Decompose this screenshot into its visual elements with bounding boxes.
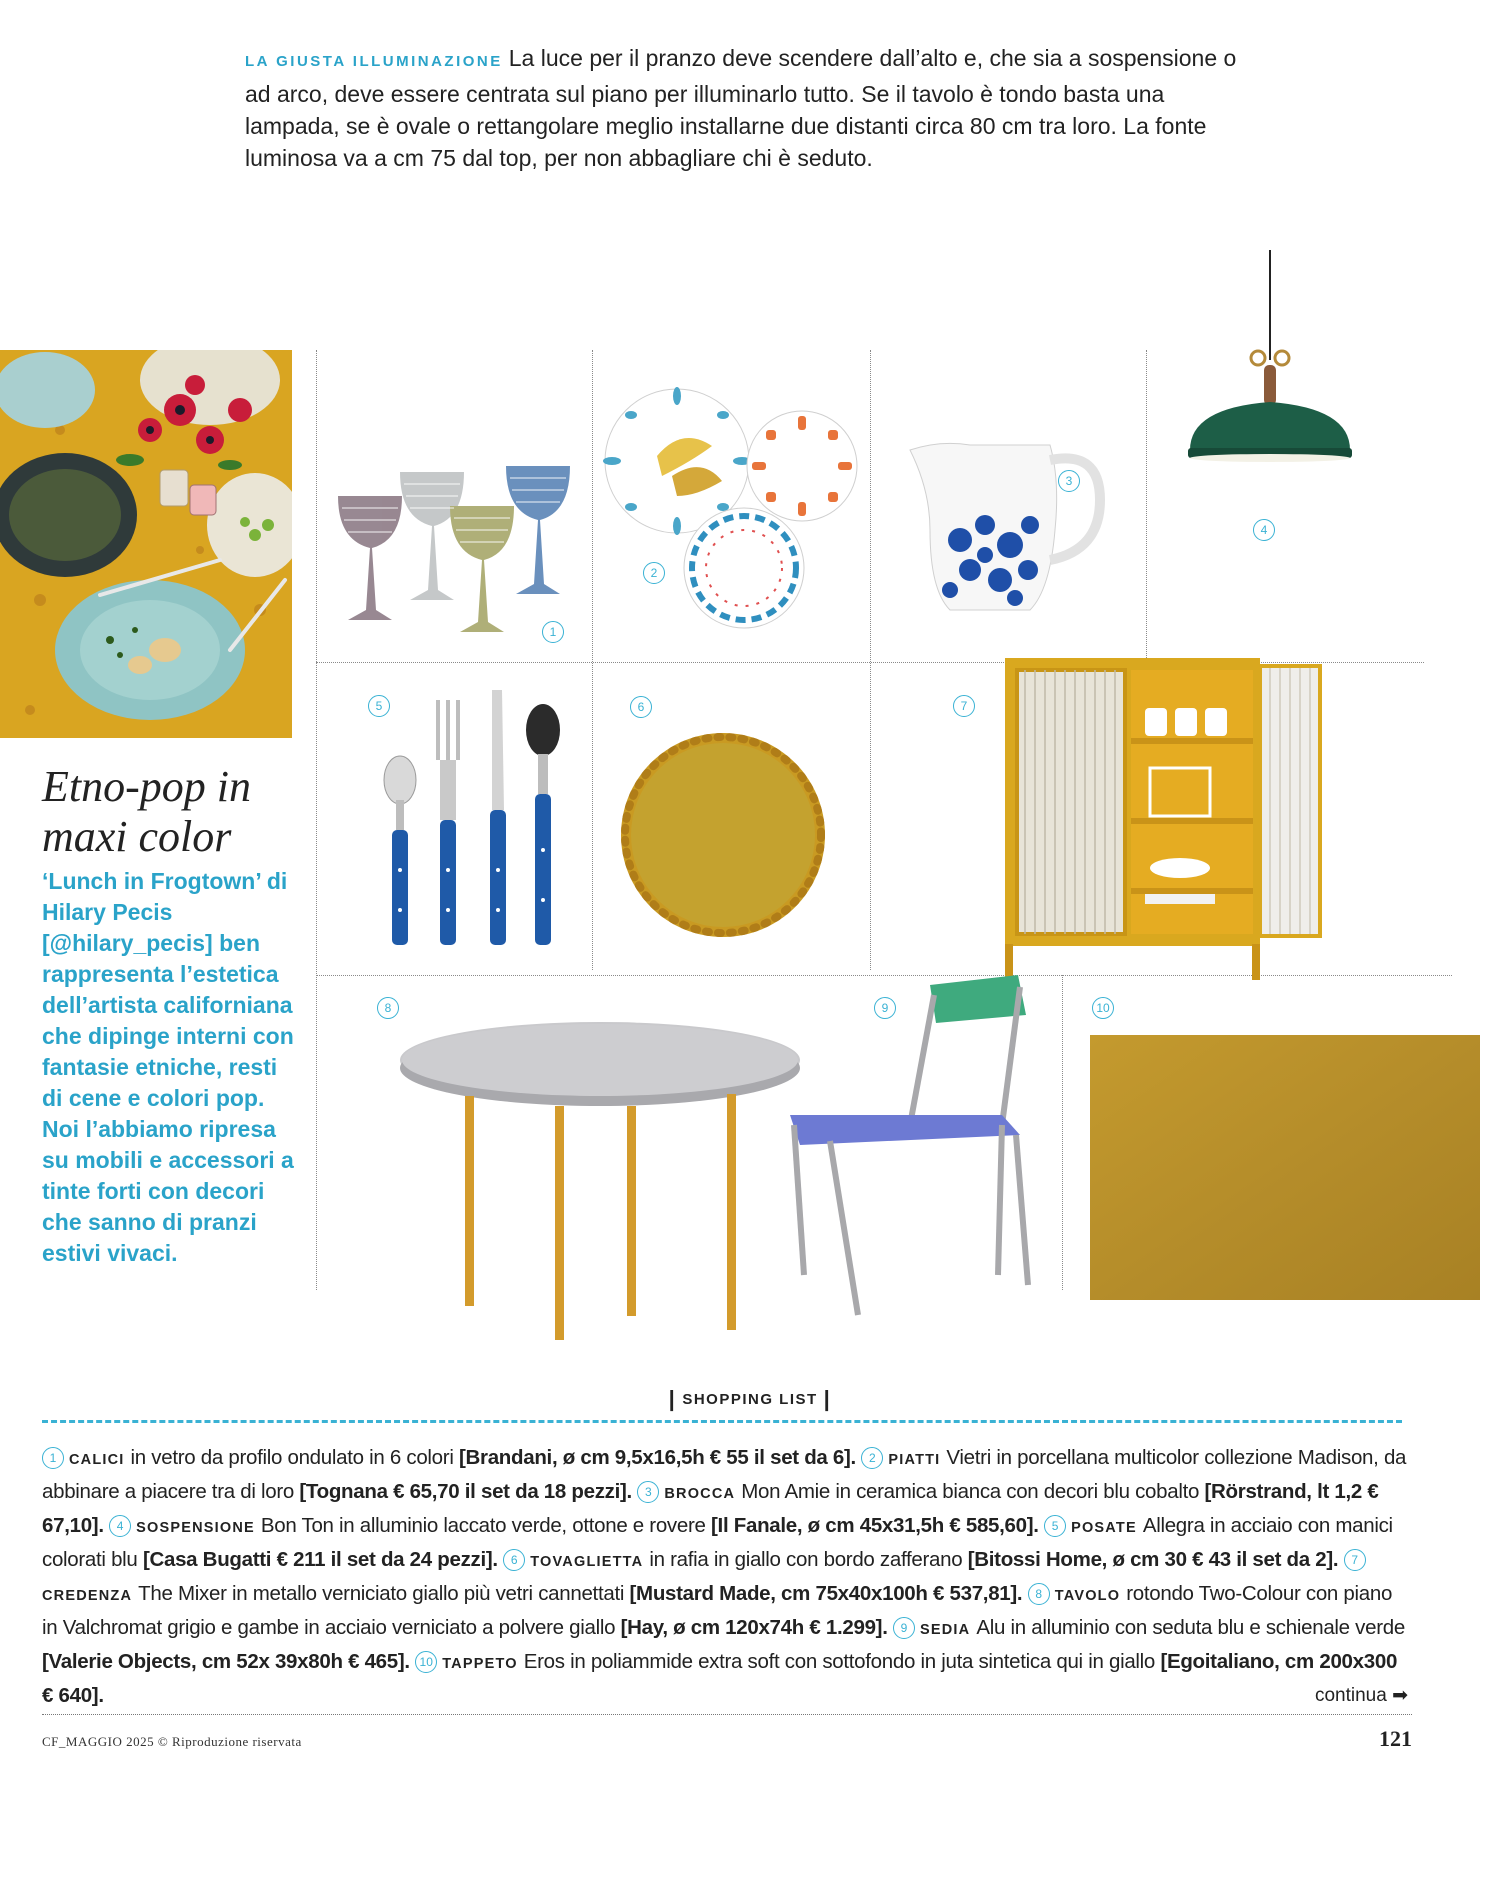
shopping-item-number: 8 [1028, 1583, 1050, 1605]
shopping-item-source: [Mustard Made, cm 75x40x100h € 537,81]. [629, 1582, 1023, 1605]
shopping-item-description: Bon Ton in alluminio laccato verde, ottone e rovere [260, 1514, 706, 1537]
article-title-line-1: Etno-pop in [42, 762, 251, 811]
shopping-item-source: [Bitossi Home, ø cm 30 € 43 il set da 2]. [967, 1548, 1339, 1571]
painting-lunch-in-frogtown [0, 350, 292, 738]
shopping-item-source: [Valerie Objects, cm 52x 39x80h € 465]. [42, 1650, 410, 1673]
shopping-item-number: 9 [893, 1617, 915, 1639]
badge-3: 3 [1058, 470, 1080, 492]
shopping-item-description: Alu in alluminio con seduta blu e schienale verde [976, 1616, 1405, 1639]
shopping-item-tovaglietta [503, 1548, 1343, 1571]
shopping-item-description: Mon Amie in ceramica bianca con decori blu cobalto [741, 1480, 1200, 1503]
badge-9: 9 [874, 997, 896, 1019]
badge-2: 2 [643, 562, 665, 584]
shopping-item-number: 2 [861, 1447, 883, 1469]
footer-divider [42, 1714, 1412, 1715]
cutlery-image [380, 690, 560, 950]
badge-1: 1 [542, 621, 564, 643]
grid-line [1146, 350, 1147, 660]
shopping-item-source: [Brandani, ø cm 9,5x16,5h € 55 il set da 6]. [458, 1446, 856, 1469]
shopping-item-source: [Casa Bugatti € 211 il set da 24 pezzi]. [142, 1548, 498, 1571]
badge-8: 8 [377, 997, 399, 1019]
footer-credit: CF_MAGGIO 2025 © Riproduzione riservata [42, 1734, 302, 1749]
shopping-item-name: CALICI [69, 1452, 125, 1468]
shopping-item-number: 1 [42, 1447, 64, 1469]
shopping-item-name: TAVOLO [1054, 1588, 1121, 1604]
grid-line [870, 350, 871, 970]
intro-kicker: LA GIUSTA ILLUMINAZIONE [245, 53, 503, 70]
shopping-item-name: PIATTI [888, 1452, 941, 1468]
shopping-item-source: [Rörstrand, lt 1,2 € 67,10]. [42, 1480, 1379, 1537]
intro-paragraph [245, 42, 1255, 174]
intro-text: La luce per il pranzo deve scendere dall’alto e, che sia a sospensione o ad arco, deve essere centrata sul piano per illuminarlo tutto. Se il tavolo è tondo basta una lampada, se è ovale o rettangolare meglio installarne due distanti circa 80 cm tra loro. La fonte luminosa va a cm 75 dal top, per non abbagliare chi è seduto. [245, 45, 1237, 171]
shopping-item-description: Eros in poliammide extra soft con sottofondo in juta sintetica qui in giallo [523, 1650, 1156, 1673]
chair-image [780, 975, 1040, 1325]
shopping-item-description: in rafia in giallo con bordo zafferano [649, 1548, 963, 1571]
shopping-item-number: 10 [415, 1651, 437, 1673]
pitcher-image [900, 430, 1110, 620]
pendant-lamp-image [1170, 250, 1370, 500]
shopping-item-description: Allegra in acciaio con manici colorati blu [42, 1514, 1393, 1571]
shopping-item-description: The Mixer in metallo verniciato giallo più vetri cannettati [138, 1582, 625, 1605]
grid-line [592, 350, 593, 970]
shopping-item-name: BROCCA [664, 1486, 736, 1502]
plates-image [602, 386, 862, 636]
badge-6: 6 [630, 696, 652, 718]
page-number: 121 [1379, 1726, 1412, 1751]
grid-line [1062, 975, 1063, 1290]
badge-4: 4 [1253, 519, 1275, 541]
shopping-item-number: 5 [1044, 1515, 1066, 1537]
shopping-item-number: 6 [503, 1549, 525, 1571]
shopping-item-name: CREDENZA [42, 1588, 133, 1604]
badge-7: 7 [953, 695, 975, 717]
shopping-item-name: SOSPENSIONE [136, 1520, 255, 1536]
shopping-item-number: 3 [637, 1481, 659, 1503]
grid-line [316, 350, 317, 1290]
shopping-item-number: 4 [109, 1515, 131, 1537]
placemat-image [618, 730, 828, 940]
shopping-item-sospensione [109, 1514, 1044, 1537]
shopping-list-heading: | SHOPPING LIST | [668, 1386, 832, 1411]
badge-5: 5 [368, 695, 390, 717]
shopping-item-name: TOVAGLIETTA [530, 1554, 644, 1570]
shopping-list [42, 1442, 1412, 1711]
shopping-item-name: TAPPETO [442, 1656, 518, 1672]
article-caption: ‘Lunch in Frogtown’ di Hilary Pecis [@hilary_pecis] ben rappresenta l’estetica dell’artista californiana che dipinge interni con fantasie etniche, resti di cene e colori pop. Noi l’abbiamo ripresa su mobili e accessori a tinte forti con decori che sanno di pranzi estivi vivaci. [42, 868, 294, 1266]
cabinet-image [995, 648, 1335, 988]
shopping-item-description: in vetro da profilo ondulato in 6 colori [130, 1446, 454, 1469]
shopping-item-name: SEDIA [920, 1622, 971, 1638]
shopping-item-description: rotondo Two-Colour con piano in Valchromat grigio e gambe in acciaio verniciato a polvere giallo [42, 1582, 1393, 1639]
article-title [42, 762, 302, 862]
article-title-line-2: maxi color [42, 812, 232, 861]
shopping-item-source: [Egoitaliano, cm 200x300 € 640]. [42, 1650, 1398, 1707]
rug-image [1090, 1035, 1480, 1300]
table-image [395, 1020, 805, 1340]
badge-10: 10 [1092, 997, 1114, 1019]
shopping-item-source: [Il Fanale, ø cm 45x31,5h € 585,60]. [711, 1514, 1039, 1537]
shopping-item-source: [Hay, ø cm 120x74h € 1.299]. [620, 1616, 888, 1639]
shopping-item-name: POSATE [1071, 1520, 1137, 1536]
shopping-item-calici [42, 1446, 861, 1469]
shopping-item-description: Vietri in porcellana multicolor collezione Madison, da abbinare a piacere tra di loro [42, 1446, 1407, 1503]
continua-link[interactable]: continua ➡ [1314, 1685, 1408, 1706]
shopping-item-number: 7 [1344, 1549, 1366, 1571]
shopping-item-source: [Tognana € 65,70 il set da 18 pezzi]. [299, 1480, 632, 1503]
goblets-image [330, 460, 590, 640]
dashed-divider [42, 1420, 1402, 1423]
shopping-list-title: SHOPPING LIST [682, 1391, 818, 1408]
